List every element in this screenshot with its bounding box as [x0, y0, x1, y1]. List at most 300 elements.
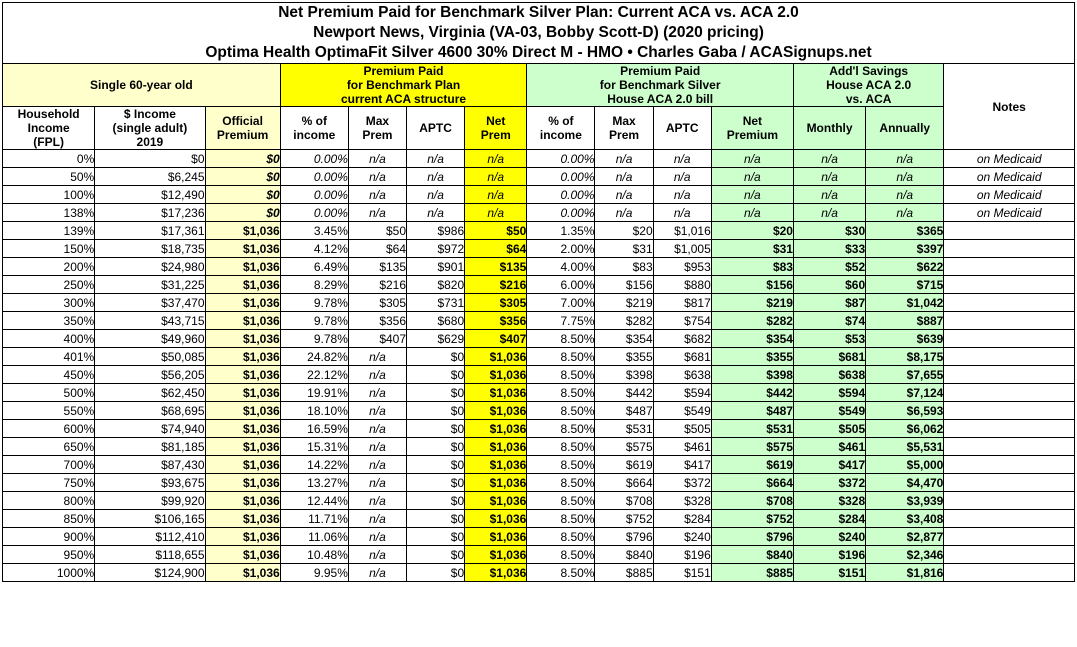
- column-header-pct-income-aca: [280, 107, 348, 150]
- cell-pct-aca: 13.27%: [280, 474, 348, 492]
- cell-net-house: n/a: [711, 186, 793, 204]
- cell-notes: [944, 222, 1075, 240]
- cell-monthly-savings: $638: [793, 366, 865, 384]
- cell-monthly-savings: n/a: [793, 168, 865, 186]
- cell-aptc-house: $196: [653, 546, 711, 564]
- cell-pct-aca: 6.49%: [280, 258, 348, 276]
- cell-max-aca: n/a: [348, 366, 406, 384]
- table-row: [3, 492, 1075, 510]
- title-block: [3, 3, 1075, 64]
- cell-pct-house: 0.00%: [527, 186, 595, 204]
- cell-notes: [944, 240, 1075, 258]
- cell-notes: [944, 312, 1075, 330]
- table-row: [3, 456, 1075, 474]
- cell-net-aca: $1,036: [465, 456, 527, 474]
- cell-annual-savings: $715: [866, 276, 944, 294]
- column-header-official-line2: Premium: [216, 128, 269, 142]
- column-header-fpl-line3: (FPL): [33, 135, 64, 149]
- cell-income: $49,960: [95, 330, 205, 348]
- cell-net-aca: $1,036: [465, 546, 527, 564]
- cell-aptc-aca: $972: [407, 240, 465, 258]
- cell-net-house: $20: [711, 222, 793, 240]
- cell-max-aca: n/a: [348, 186, 406, 204]
- column-header-income-line2: (single adult): [112, 121, 188, 135]
- cell-pct-house: 7.00%: [527, 294, 595, 312]
- cell-net-aca: n/a: [465, 204, 527, 222]
- cell-notes: [944, 402, 1075, 420]
- cell-max-aca: n/a: [348, 456, 406, 474]
- cell-net-aca: $1,036: [465, 528, 527, 546]
- cell-notes: [944, 258, 1075, 276]
- cell-annual-savings: $639: [866, 330, 944, 348]
- cell-net-aca: $1,036: [465, 384, 527, 402]
- cell-fpl: 450%: [3, 366, 95, 384]
- cell-official-premium: $1,036: [205, 384, 280, 402]
- cell-pct-house: 8.50%: [527, 546, 595, 564]
- cell-max-house: $619: [595, 456, 653, 474]
- table-row: [3, 294, 1075, 312]
- cell-max-aca: n/a: [348, 204, 406, 222]
- cell-annual-savings: $5,000: [866, 456, 944, 474]
- cell-income: $17,236: [95, 204, 205, 222]
- cell-monthly-savings: n/a: [793, 150, 865, 168]
- cell-annual-savings: n/a: [866, 168, 944, 186]
- cell-pct-aca: 0.00%: [280, 168, 348, 186]
- cell-income: $112,410: [95, 528, 205, 546]
- cell-monthly-savings: $681: [793, 348, 865, 366]
- table-row: [3, 510, 1075, 528]
- cell-notes: on Medicaid: [944, 186, 1075, 204]
- cell-fpl: 550%: [3, 402, 95, 420]
- cell-pct-house: 6.00%: [527, 276, 595, 294]
- cell-pct-house: 8.50%: [527, 564, 595, 582]
- cell-net-house: $664: [711, 474, 793, 492]
- cell-net-aca: $1,036: [465, 438, 527, 456]
- cell-notes: [944, 420, 1075, 438]
- cell-income: $12,490: [95, 186, 205, 204]
- cell-aptc-aca: $680: [407, 312, 465, 330]
- cell-annual-savings: $3,939: [866, 492, 944, 510]
- cell-notes: [944, 456, 1075, 474]
- cell-max-aca: n/a: [348, 150, 406, 168]
- cell-max-house: $575: [595, 438, 653, 456]
- cell-net-aca: $1,036: [465, 402, 527, 420]
- cell-pct-house: 8.50%: [527, 348, 595, 366]
- cell-max-house: $354: [595, 330, 653, 348]
- cell-income: $74,940: [95, 420, 205, 438]
- cell-income: $50,085: [95, 348, 205, 366]
- cell-income: $93,675: [95, 474, 205, 492]
- table-row: [3, 312, 1075, 330]
- cell-net-house: n/a: [711, 168, 793, 186]
- cell-pct-house: 0.00%: [527, 168, 595, 186]
- cell-max-aca: n/a: [348, 564, 406, 582]
- cell-official-premium: $0: [205, 168, 280, 186]
- column-header-aptc-house: APTC: [653, 107, 711, 150]
- table-row: [3, 384, 1075, 402]
- cell-aptc-aca: $820: [407, 276, 465, 294]
- cell-aptc-aca: $0: [407, 456, 465, 474]
- cell-official-premium: $1,036: [205, 222, 280, 240]
- cell-aptc-aca: $0: [407, 366, 465, 384]
- cell-net-house: $796: [711, 528, 793, 546]
- cell-notes: [944, 564, 1075, 582]
- cell-annual-savings: $8,175: [866, 348, 944, 366]
- cell-fpl: 200%: [3, 258, 95, 276]
- cell-pct-house: 2.00%: [527, 240, 595, 258]
- cell-max-aca: n/a: [348, 510, 406, 528]
- cell-monthly-savings: $372: [793, 474, 865, 492]
- cell-notes: [944, 294, 1075, 312]
- cell-max-house: $282: [595, 312, 653, 330]
- cell-aptc-house: $549: [653, 402, 711, 420]
- table-row: [3, 438, 1075, 456]
- column-header-income-line3: 2019: [136, 135, 164, 149]
- cell-net-aca: $407: [465, 330, 527, 348]
- cell-aptc-aca: $0: [407, 492, 465, 510]
- group-house-aca-line3: House ACA 2.0 bill: [607, 92, 714, 106]
- cell-aptc-house: $1,016: [653, 222, 711, 240]
- cell-income: $106,165: [95, 510, 205, 528]
- cell-annual-savings: $2,877: [866, 528, 944, 546]
- cell-income: $124,900: [95, 564, 205, 582]
- table-row: [3, 186, 1075, 204]
- premium-comparison-table: [2, 2, 1075, 582]
- cell-max-house: $796: [595, 528, 653, 546]
- cell-aptc-house: $1,005: [653, 240, 711, 258]
- cell-monthly-savings: $74: [793, 312, 865, 330]
- column-header-max-house-line2: Prem: [609, 128, 640, 142]
- title-line-1: Net Premium Paid for Benchmark Silver Plan: Current ACA vs. ACA 2.0: [278, 4, 799, 21]
- cell-net-house: $752: [711, 510, 793, 528]
- cell-aptc-house: $880: [653, 276, 711, 294]
- cell-annual-savings: n/a: [866, 186, 944, 204]
- cell-net-house: $575: [711, 438, 793, 456]
- table-row: [3, 150, 1075, 168]
- cell-monthly-savings: $151: [793, 564, 865, 582]
- cell-pct-house: 4.00%: [527, 258, 595, 276]
- column-header-pct-aca-line1: % of: [301, 114, 327, 128]
- cell-monthly-savings: $87: [793, 294, 865, 312]
- cell-aptc-aca: $0: [407, 420, 465, 438]
- title-row: [3, 3, 1075, 64]
- cell-fpl: 800%: [3, 492, 95, 510]
- cell-max-house: $83: [595, 258, 653, 276]
- cell-max-aca: n/a: [348, 420, 406, 438]
- cell-pct-house: 8.50%: [527, 420, 595, 438]
- cell-notes: on Medicaid: [944, 204, 1075, 222]
- column-header-net-aca-line1: Net: [486, 114, 506, 128]
- column-header-pct-aca-line2: income: [293, 128, 336, 142]
- cell-aptc-aca: $0: [407, 402, 465, 420]
- cell-income: $81,185: [95, 438, 205, 456]
- cell-official-premium: $1,036: [205, 312, 280, 330]
- cell-net-aca: $64: [465, 240, 527, 258]
- cell-annual-savings: $365: [866, 222, 944, 240]
- cell-pct-aca: 0.00%: [280, 204, 348, 222]
- group-savings-line1: Add'l Savings: [829, 64, 909, 78]
- cell-net-house: $31: [711, 240, 793, 258]
- cell-aptc-aca: $629: [407, 330, 465, 348]
- cell-pct-house: 8.50%: [527, 402, 595, 420]
- cell-annual-savings: $887: [866, 312, 944, 330]
- cell-annual-savings: $1,042: [866, 294, 944, 312]
- column-header-monthly-savings: Monthly: [793, 107, 865, 150]
- cell-fpl: 0%: [3, 150, 95, 168]
- cell-notes: [944, 474, 1075, 492]
- cell-annual-savings: $4,470: [866, 474, 944, 492]
- cell-pct-aca: 11.06%: [280, 528, 348, 546]
- cell-income: $118,655: [95, 546, 205, 564]
- cell-annual-savings: $397: [866, 240, 944, 258]
- cell-net-house: $83: [711, 258, 793, 276]
- cell-pct-aca: 10.48%: [280, 546, 348, 564]
- cell-income: $18,735: [95, 240, 205, 258]
- column-header-official-line1: Official: [222, 114, 263, 128]
- cell-fpl: 750%: [3, 474, 95, 492]
- cell-official-premium: $1,036: [205, 366, 280, 384]
- cell-fpl: 500%: [3, 384, 95, 402]
- column-header-net-house-line1: Net: [742, 114, 763, 128]
- cell-monthly-savings: $328: [793, 492, 865, 510]
- column-header-row: [3, 107, 1075, 150]
- cell-monthly-savings: $60: [793, 276, 865, 294]
- cell-monthly-savings: $30: [793, 222, 865, 240]
- cell-pct-aca: 8.29%: [280, 276, 348, 294]
- cell-pct-house: 7.75%: [527, 312, 595, 330]
- cell-monthly-savings: $240: [793, 528, 865, 546]
- cell-fpl: 139%: [3, 222, 95, 240]
- cell-net-aca: $1,036: [465, 420, 527, 438]
- cell-notes: [944, 546, 1075, 564]
- table-row: [3, 222, 1075, 240]
- cell-official-premium: $1,036: [205, 528, 280, 546]
- cell-pct-aca: 18.10%: [280, 402, 348, 420]
- cell-fpl: 650%: [3, 438, 95, 456]
- group-savings: [793, 64, 943, 107]
- cell-net-aca: $135: [465, 258, 527, 276]
- cell-net-aca: $305: [465, 294, 527, 312]
- cell-aptc-aca: $0: [407, 510, 465, 528]
- cell-max-aca: n/a: [348, 474, 406, 492]
- column-header-net-house-line2: Premium: [726, 128, 779, 142]
- cell-annual-savings: $3,408: [866, 510, 944, 528]
- cell-aptc-house: $682: [653, 330, 711, 348]
- cell-pct-aca: 16.59%: [280, 420, 348, 438]
- cell-max-house: $487: [595, 402, 653, 420]
- column-header-net-premium-house: [711, 107, 793, 150]
- cell-fpl: 400%: [3, 330, 95, 348]
- cell-max-house: n/a: [595, 168, 653, 186]
- table-row: [3, 204, 1075, 222]
- cell-pct-house: 0.00%: [527, 204, 595, 222]
- cell-max-aca: n/a: [348, 348, 406, 366]
- cell-aptc-house: $151: [653, 564, 711, 582]
- column-header-max-aca-line2: Prem: [362, 128, 393, 142]
- cell-net-aca: n/a: [465, 150, 527, 168]
- cell-max-aca: n/a: [348, 438, 406, 456]
- cell-income: $87,430: [95, 456, 205, 474]
- cell-pct-aca: 4.12%: [280, 240, 348, 258]
- cell-net-house: n/a: [711, 150, 793, 168]
- cell-official-premium: $1,036: [205, 456, 280, 474]
- cell-net-house: $531: [711, 420, 793, 438]
- cell-pct-aca: 0.00%: [280, 150, 348, 168]
- cell-notes: [944, 492, 1075, 510]
- cell-annual-savings: $7,655: [866, 366, 944, 384]
- cell-max-aca: $135: [348, 258, 406, 276]
- cell-fpl: 250%: [3, 276, 95, 294]
- cell-income: $56,205: [95, 366, 205, 384]
- cell-fpl: 700%: [3, 456, 95, 474]
- cell-max-aca: $305: [348, 294, 406, 312]
- cell-max-house: n/a: [595, 204, 653, 222]
- cell-aptc-house: n/a: [653, 186, 711, 204]
- cell-income: $43,715: [95, 312, 205, 330]
- cell-pct-aca: 9.95%: [280, 564, 348, 582]
- column-header-aptc-aca: APTC: [407, 107, 465, 150]
- cell-pct-house: 8.50%: [527, 438, 595, 456]
- cell-monthly-savings: $53: [793, 330, 865, 348]
- cell-net-aca: n/a: [465, 186, 527, 204]
- cell-fpl: 1000%: [3, 564, 95, 582]
- cell-notes: [944, 510, 1075, 528]
- cell-annual-savings: $2,346: [866, 546, 944, 564]
- cell-max-house: $219: [595, 294, 653, 312]
- group-profile: Single 60-year old: [3, 64, 281, 107]
- cell-aptc-house: n/a: [653, 204, 711, 222]
- table-row: [3, 420, 1075, 438]
- group-current-aca: [280, 64, 527, 107]
- cell-fpl: 600%: [3, 420, 95, 438]
- cell-monthly-savings: $284: [793, 510, 865, 528]
- cell-net-house: $156: [711, 276, 793, 294]
- cell-aptc-house: $754: [653, 312, 711, 330]
- column-header-max-prem-aca: [348, 107, 406, 150]
- cell-pct-aca: 9.78%: [280, 294, 348, 312]
- cell-net-house: $354: [711, 330, 793, 348]
- cell-pct-house: 8.50%: [527, 330, 595, 348]
- cell-aptc-aca: n/a: [407, 204, 465, 222]
- cell-max-house: $840: [595, 546, 653, 564]
- cell-annual-savings: n/a: [866, 150, 944, 168]
- cell-net-aca: $1,036: [465, 510, 527, 528]
- cell-official-premium: $1,036: [205, 294, 280, 312]
- cell-pct-aca: 9.78%: [280, 330, 348, 348]
- column-header-max-aca-line1: Max: [365, 114, 390, 128]
- cell-net-house: $355: [711, 348, 793, 366]
- title-line-2: Newport News, Virginia (VA-03, Bobby Scott-D) (2020 pricing): [313, 24, 764, 41]
- cell-max-house: $664: [595, 474, 653, 492]
- table-row: [3, 276, 1075, 294]
- group-current-aca-line3: current ACA structure: [340, 92, 467, 106]
- cell-max-house: $31: [595, 240, 653, 258]
- cell-aptc-house: n/a: [653, 150, 711, 168]
- cell-aptc-aca: $901: [407, 258, 465, 276]
- cell-annual-savings: $7,124: [866, 384, 944, 402]
- cell-aptc-aca: $0: [407, 438, 465, 456]
- cell-official-premium: $1,036: [205, 474, 280, 492]
- cell-official-premium: $1,036: [205, 348, 280, 366]
- cell-net-aca: $1,036: [465, 474, 527, 492]
- cell-max-house: n/a: [595, 150, 653, 168]
- cell-aptc-house: $817: [653, 294, 711, 312]
- group-current-aca-line1: Premium Paid: [363, 64, 444, 78]
- cell-official-premium: $1,036: [205, 330, 280, 348]
- cell-income: $62,450: [95, 384, 205, 402]
- cell-max-aca: $216: [348, 276, 406, 294]
- cell-net-house: n/a: [711, 204, 793, 222]
- cell-official-premium: $1,036: [205, 564, 280, 582]
- cell-max-aca: n/a: [348, 528, 406, 546]
- cell-annual-savings: $622: [866, 258, 944, 276]
- group-current-aca-line2: for Benchmark Plan: [346, 78, 461, 92]
- cell-fpl: 100%: [3, 186, 95, 204]
- table-row: [3, 528, 1075, 546]
- cell-pct-house: 8.50%: [527, 456, 595, 474]
- cell-max-house: $531: [595, 420, 653, 438]
- cell-pct-house: 8.50%: [527, 510, 595, 528]
- cell-pct-house: 8.50%: [527, 474, 595, 492]
- column-header-net-aca-line2: Prem: [480, 128, 511, 142]
- cell-pct-aca: 0.00%: [280, 186, 348, 204]
- cell-income: $37,470: [95, 294, 205, 312]
- cell-monthly-savings: $33: [793, 240, 865, 258]
- cell-annual-savings: $6,062: [866, 420, 944, 438]
- cell-aptc-house: $638: [653, 366, 711, 384]
- cell-aptc-house: $417: [653, 456, 711, 474]
- table-row: [3, 474, 1075, 492]
- cell-monthly-savings: $505: [793, 420, 865, 438]
- cell-max-house: $885: [595, 564, 653, 582]
- cell-notes: [944, 366, 1075, 384]
- cell-annual-savings: $1,816: [866, 564, 944, 582]
- cell-pct-aca: 11.71%: [280, 510, 348, 528]
- cell-income: $68,695: [95, 402, 205, 420]
- column-header-fpl-line2: Income: [27, 121, 70, 135]
- cell-max-aca: n/a: [348, 168, 406, 186]
- cell-aptc-house: $681: [653, 348, 711, 366]
- cell-official-premium: $1,036: [205, 510, 280, 528]
- cell-fpl: 50%: [3, 168, 95, 186]
- cell-aptc-aca: $0: [407, 528, 465, 546]
- cell-pct-house: 8.50%: [527, 384, 595, 402]
- cell-aptc-house: $284: [653, 510, 711, 528]
- cell-official-premium: $1,036: [205, 240, 280, 258]
- cell-max-aca: n/a: [348, 402, 406, 420]
- title-line-3: Optima Health OptimaFit Silver 4600 30% Direct M - HMO • Charles Gaba / ACASignups.net: [205, 44, 872, 61]
- group-house-aca-line1: Premium Paid: [620, 64, 701, 78]
- cell-max-aca: $50: [348, 222, 406, 240]
- group-header-row: [3, 64, 1075, 107]
- cell-pct-house: 1.35%: [527, 222, 595, 240]
- cell-net-house: $885: [711, 564, 793, 582]
- table-row: [3, 366, 1075, 384]
- table-row: [3, 240, 1075, 258]
- cell-net-house: $619: [711, 456, 793, 474]
- cell-max-house: $752: [595, 510, 653, 528]
- cell-fpl: 401%: [3, 348, 95, 366]
- column-header-net-prem-aca: [465, 107, 527, 150]
- cell-pct-house: 8.50%: [527, 366, 595, 384]
- cell-fpl: 900%: [3, 528, 95, 546]
- cell-pct-aca: 9.78%: [280, 312, 348, 330]
- cell-max-house: $442: [595, 384, 653, 402]
- cell-aptc-house: $372: [653, 474, 711, 492]
- cell-pct-aca: 15.31%: [280, 438, 348, 456]
- cell-official-premium: $1,036: [205, 276, 280, 294]
- cell-official-premium: $1,036: [205, 492, 280, 510]
